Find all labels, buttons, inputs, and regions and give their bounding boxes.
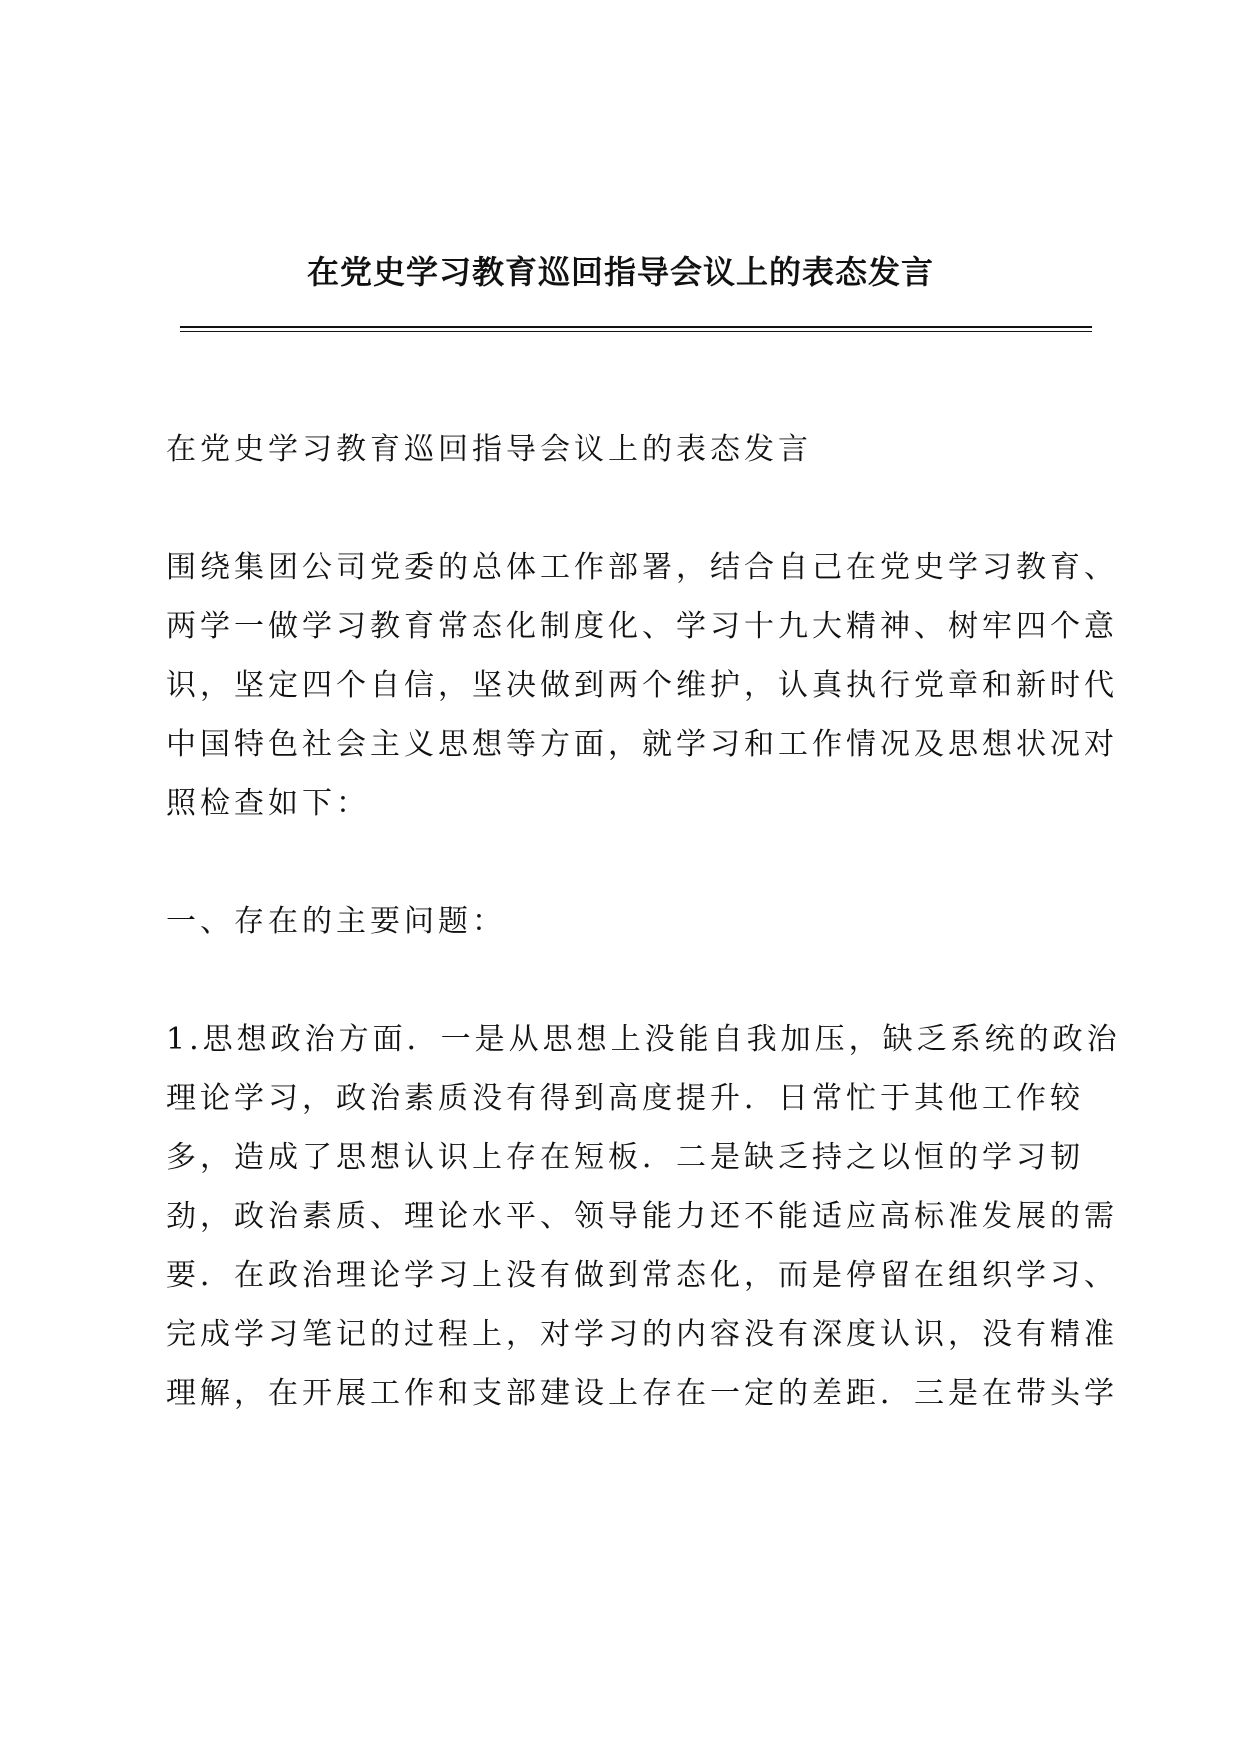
text-line: 两学一做学习教育常态化制度化、学习十九大精神、树牢四个意 [166,609,1118,644]
text-line: 一、存在的主要问题： [166,904,506,939]
text-line: 在党史学习教育巡回指导会议上的表态发言 [166,432,812,467]
title-double-rule [180,326,1092,332]
paragraph-item-1 [166,1010,1121,1423]
paragraph-subtitle [166,420,1092,479]
paragraph-intro [166,538,1118,833]
text-line: 完成学习笔记的过程上，对学习的内容没有深度认识，没有精准 [166,1317,1118,1352]
text-line: 1.思想政治方面．一是从思想上没能自我加压，缺乏系统的政治 [166,1022,1121,1057]
text-line: 理论学习，政治素质没有得到高度提升．日常忙于其他工作较 [166,1081,1084,1116]
document-body [166,420,1121,1482]
text-line: 劲，政治素质、理论水平、领导能力还不能适应高标准发展的需 [166,1199,1118,1234]
text-line: 围绕集团公司党委的总体工作部署，结合自己在党史学习教育、 [166,550,1118,585]
text-line: 识，坚定四个自信，坚决做到两个维护，认真执行党章和新时代 [166,668,1118,703]
text-line: 理解，在开展工作和支部建设上存在一定的差距．三是在带头学 [166,1376,1118,1411]
text-line: 中国特色社会主义思想等方面，就学习和工作情况及思想状况对 [166,727,1118,762]
text-line: 照检查如下： [166,786,370,821]
text-line: 要．在政治理论学习上没有做到常态化，而是停留在组织学习、 [166,1258,1118,1293]
text-line: 多，造成了思想认识上存在短板．二是缺乏持之以恒的学习韧 [166,1140,1084,1175]
section-heading [166,892,1092,951]
document-title: 在党史学习教育巡回指导会议上的表态发言 [306,253,934,291]
